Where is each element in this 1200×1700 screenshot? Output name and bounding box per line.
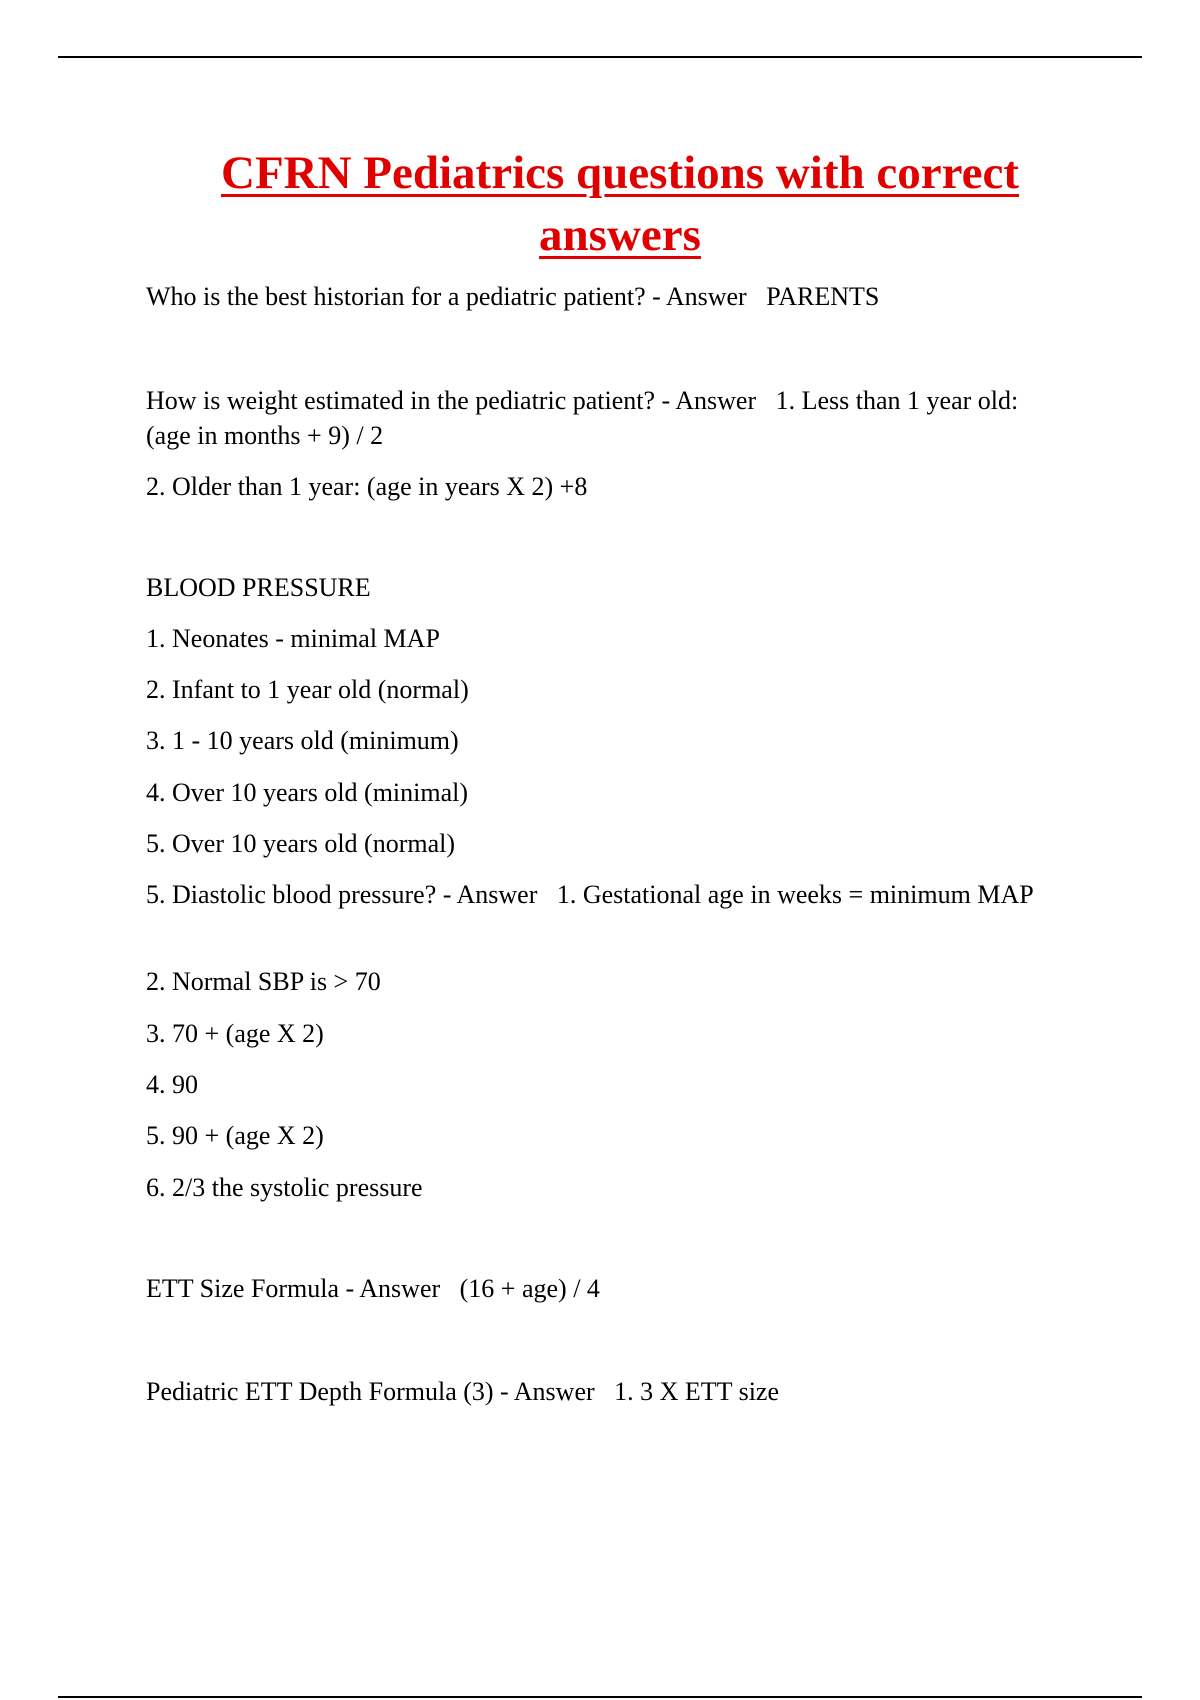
question-ett-size: ETT Size Formula - Answer (16 + age) / 4 (146, 1274, 600, 1303)
bp-item-1-10-years: 3. 1 - 10 years old (minimum) (146, 726, 459, 755)
answer-two-thirds-systolic: 6. 2/3 the systolic pressure (146, 1173, 423, 1202)
bp-item-neonates: 1. Neonates - minimal MAP (146, 624, 440, 653)
section-heading-blood-pressure: BLOOD PRESSURE (146, 573, 371, 602)
bp-item-infant: 2. Infant to 1 year old (normal) (146, 675, 469, 704)
question-ett-depth: Pediatric ETT Depth Formula (3) - Answer 1. 3 X ETT size (146, 1377, 780, 1406)
answer-90: 4. 90 (146, 1070, 198, 1099)
bp-item-over-10-minimal: 4. Over 10 years old (minimal) (146, 778, 469, 807)
answer-70-plus-age: 3. 70 + (age X 2) (146, 1019, 324, 1048)
bottom-rule (58, 1696, 1142, 1698)
top-rule (58, 56, 1142, 58)
question-historian: Who is the best historian for a pediatric patient? - Answer PARENTS (146, 282, 880, 311)
answer-90-plus-age: 5. 90 + (age X 2) (146, 1121, 324, 1150)
document-title: CFRN Pediatrics questions with correct answers (221, 147, 1019, 261)
bp-item-over-10-normal: 5. Over 10 years old (normal) (146, 829, 456, 858)
weight-older-than-1-year: 2. Older than 1 year: (age in years X 2) +8 (146, 472, 588, 501)
question-weight-estimate: How is weight estimated in the pediatric patient? - Answer 1. Less than 1 year old: (age in months + 9) / 2 (146, 386, 1025, 450)
answer-normal-sbp: 2. Normal SBP is > 70 (146, 967, 381, 996)
question-diastolic-bp: 5. Diastolic blood pressure? - Answer 1. Gestational age in weeks = minimum MAP (146, 880, 1034, 909)
